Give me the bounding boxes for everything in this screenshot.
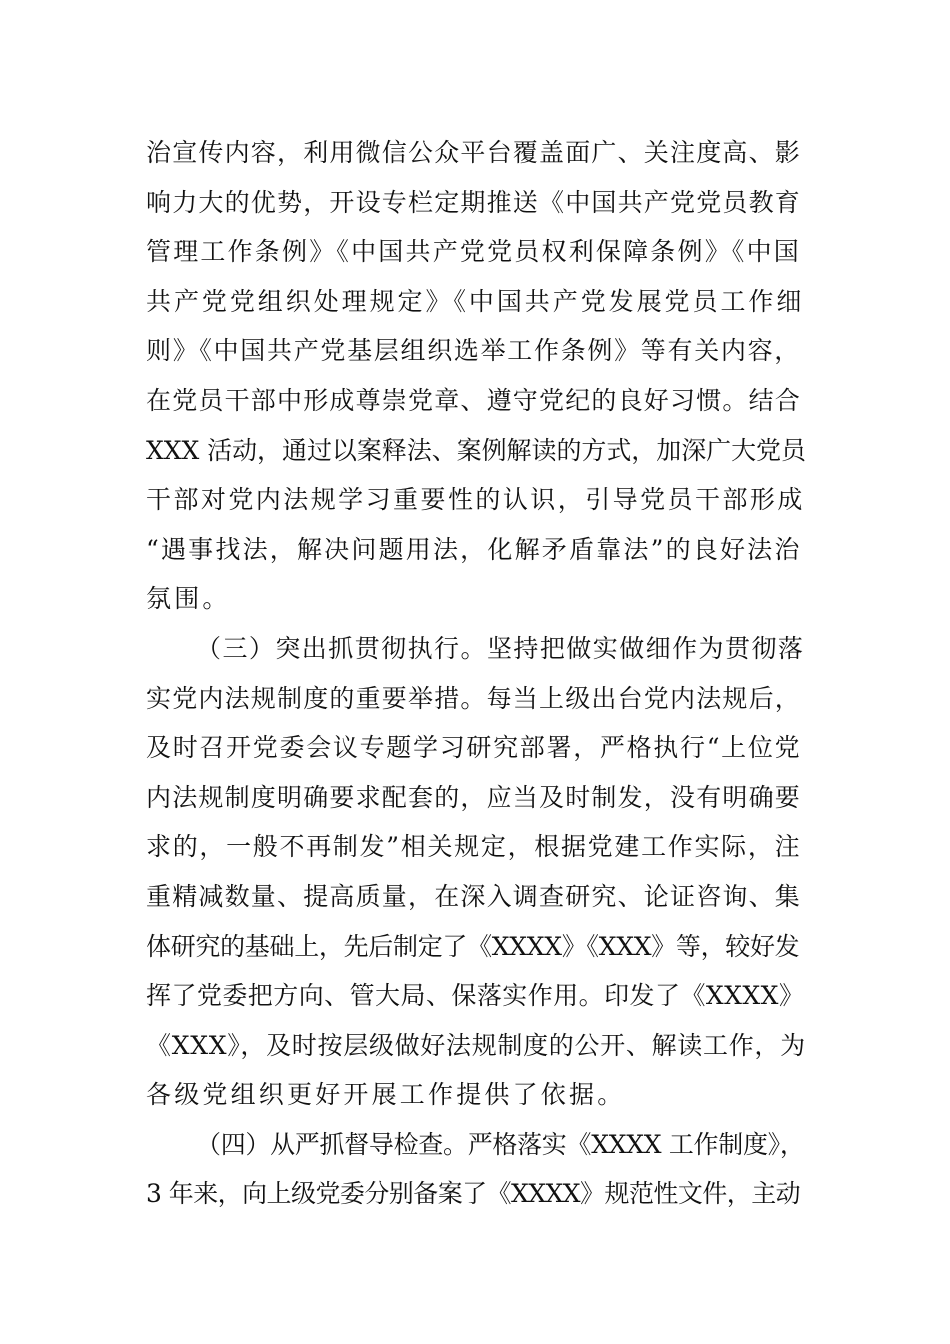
text-line: 挥了党委把方向、管大局、保落实作用。印发了《XXXX》 bbox=[146, 981, 805, 1011]
text-line: 重精减数量、提高质量，在深入调查研究、论证咨询、集 bbox=[146, 881, 802, 911]
text-line: 3 年来，向上级党委分别备案了《XXXX》规范性文件，主动 bbox=[146, 1179, 801, 1209]
text-line: 响力大的优势，开设专栏定期推送《中国共产党党员教育 bbox=[146, 187, 802, 217]
text-line: 实党内法规制度的重要举措。每当上级出台党内法规后， bbox=[146, 683, 802, 713]
text-line: 体研究的基础上，先后制定了《XXXX》《XXX》等，较好发 bbox=[146, 931, 800, 961]
text-line: （四）从严抓督导检查。严格落实《XXXX 工作制度》， bbox=[196, 1129, 805, 1159]
text-line: 及时召开党委会议专题学习研究部署，严格执行“上位党 bbox=[146, 733, 802, 763]
document-body bbox=[146, 128, 806, 1219]
text-line: XXX 活动，通过以案释法、案例解读的方式，加深广大党员 bbox=[146, 435, 806, 465]
text-line: 共产党党组织处理规定》《中国共产党发展党员工作细 bbox=[146, 286, 805, 316]
text-line: 管理工作条例》《中国共产党党员权利保障条例》《中国 bbox=[146, 237, 802, 267]
text-line: （三）突出抓贯彻执行。坚持把做实做细作为贯彻落 bbox=[196, 633, 805, 663]
text-line: 治宣传内容，利用微信公众平台覆盖面广、关注度高、影 bbox=[146, 138, 802, 167]
text-line: 氛围。 bbox=[146, 584, 231, 614]
text-line: 则》《中国共产党基层组织选举工作条例》等有关内容， bbox=[146, 336, 802, 366]
text-line: 求的，一般不再制发”相关规定，根据党建工作实际，注 bbox=[146, 832, 802, 862]
text-line: 各级党组织更好开展工作提供了依据。 bbox=[146, 1080, 626, 1110]
text-line: 在党员干部中形成尊崇党章、遵守党纪的良好习惯。结合 bbox=[146, 385, 802, 415]
text-line: 内法规制度明确要求配套的，应当及时制发，没有明确要 bbox=[146, 782, 802, 812]
text-line: 干部对党内法规学习重要性的认识，引导党员干部形成 bbox=[146, 485, 805, 515]
text-line: 《XXX》，及时按层级做好法规制度的公开、解读工作，为 bbox=[146, 1030, 806, 1060]
text-line: “遇事找法，解决问题用法，化解矛盾靠法”的良好法治 bbox=[146, 534, 802, 564]
